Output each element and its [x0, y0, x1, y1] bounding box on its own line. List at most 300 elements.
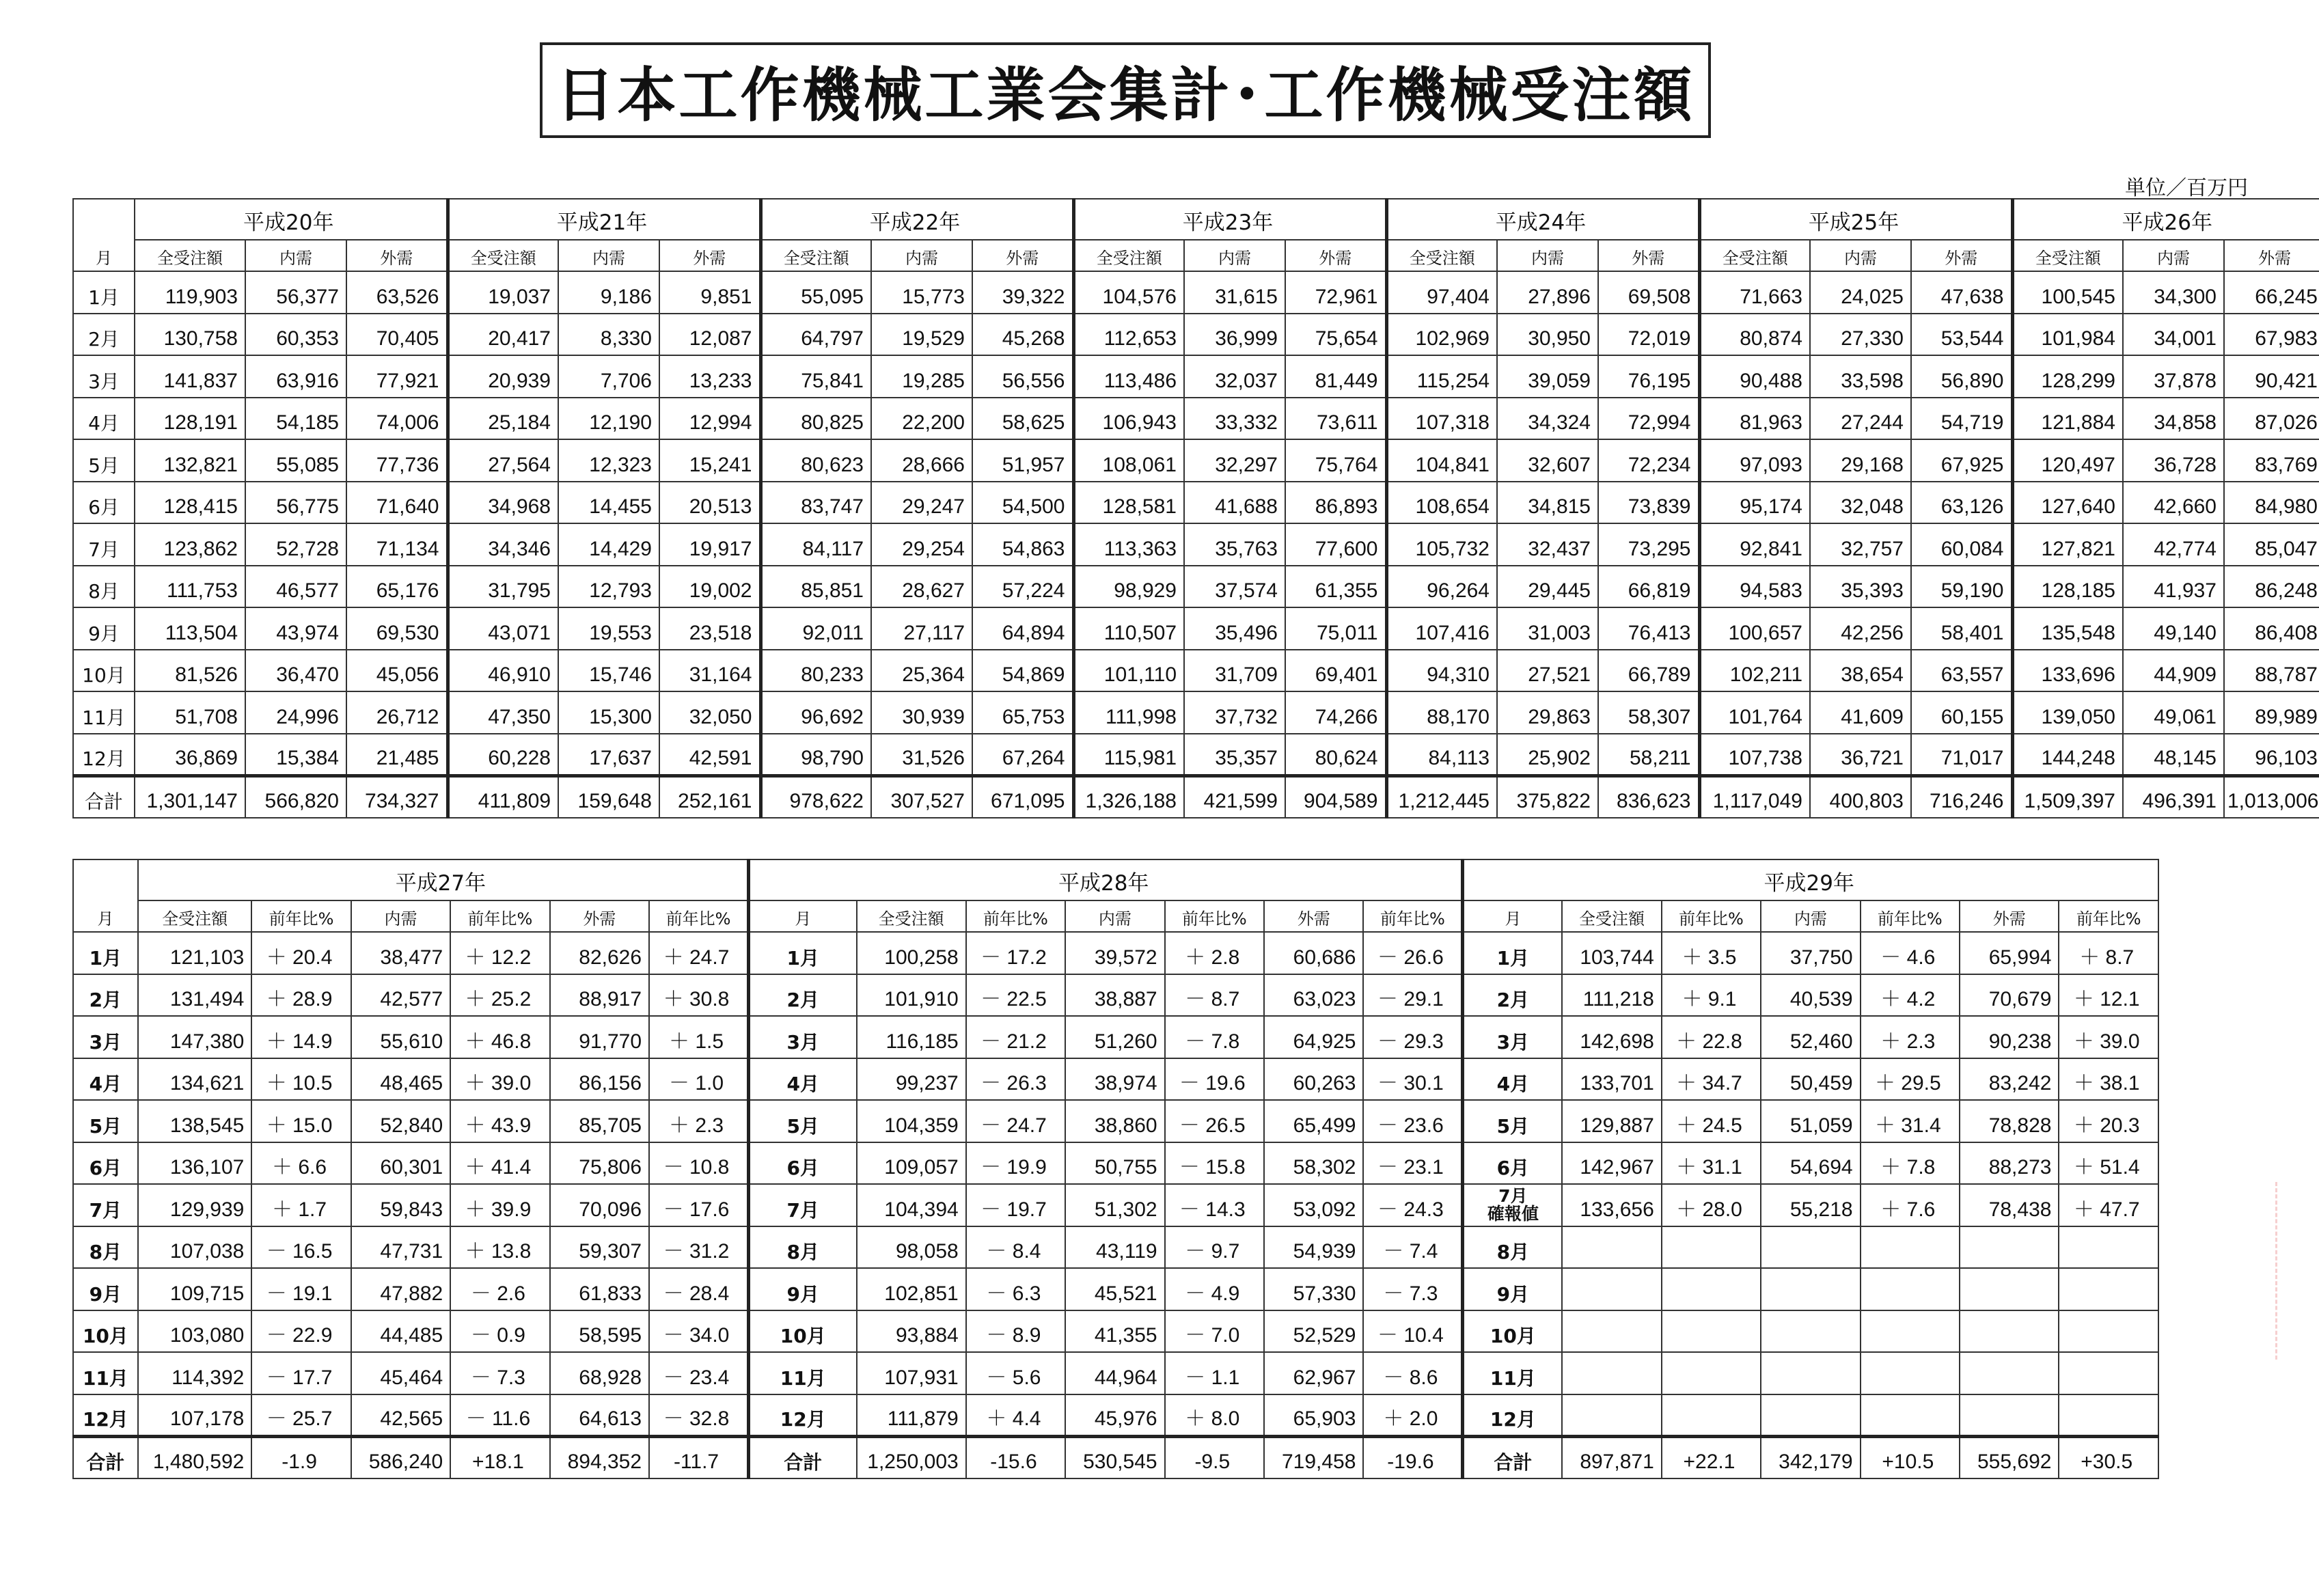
- value-cell: 93,884: [857, 1310, 966, 1353]
- value-cell: 58,625: [972, 398, 1073, 440]
- unit-label: 単位／百万円: [2125, 176, 2248, 200]
- value-cell: ＋ 7.6: [1861, 1184, 1960, 1226]
- value-cell: 75,654: [1285, 314, 1386, 356]
- value-cell: 51,708: [135, 691, 245, 734]
- value-cell: 139,050: [2012, 691, 2123, 734]
- value-cell: 119,903: [135, 271, 245, 314]
- value-cell: 101,984: [2012, 314, 2123, 356]
- column-header: 外需: [1264, 900, 1363, 932]
- value-cell: 54,694: [1761, 1142, 1860, 1185]
- month-label: 11月: [73, 691, 135, 734]
- value-cell: 36,728: [2123, 439, 2224, 482]
- value-cell: 42,256: [1810, 607, 1911, 650]
- column-header: 内需: [1497, 240, 1598, 271]
- value-cell: 32,050: [659, 691, 760, 734]
- value-cell: 25,184: [448, 398, 558, 440]
- value-cell: 1,326,188: [1073, 775, 1184, 818]
- year-header: 平成23年: [1073, 199, 1386, 240]
- value-cell: 144,248: [2012, 734, 2123, 776]
- value-cell: 82,626: [550, 932, 649, 974]
- month-label: 9月: [1463, 1268, 1562, 1310]
- value-cell: 8,330: [558, 314, 659, 356]
- value-cell: 555,692: [1960, 1436, 2059, 1478]
- value-cell: － 7.3: [450, 1352, 549, 1394]
- value-cell: 46,910: [448, 650, 558, 692]
- value-cell: [1761, 1310, 1860, 1353]
- value-cell: 80,624: [1285, 734, 1386, 776]
- value-cell: 29,254: [871, 523, 972, 566]
- value-cell: － 32.8: [649, 1394, 748, 1437]
- value-cell: － 17.7: [251, 1352, 351, 1394]
- table-row: [73, 1058, 2158, 1101]
- value-cell: ＋ 2.8: [1165, 932, 1264, 974]
- value-cell: 52,728: [245, 523, 346, 566]
- value-cell: 107,178: [138, 1394, 252, 1437]
- value-cell: 29,247: [871, 482, 972, 524]
- column-header: 全受注額: [1699, 240, 1810, 271]
- value-cell: 22,200: [871, 398, 972, 440]
- value-cell: 80,874: [1699, 314, 1810, 356]
- month-label: 4月: [1463, 1058, 1562, 1101]
- month-label: 合計: [1463, 1436, 1562, 1478]
- column-header: 全受注額: [1386, 240, 1497, 271]
- column-header: 全受注額: [1073, 240, 1184, 271]
- table-row: [73, 566, 2319, 608]
- value-cell: 38,654: [1810, 650, 1911, 692]
- value-cell: 103,080: [138, 1310, 252, 1353]
- table-row: [73, 691, 2319, 734]
- value-cell: 104,359: [857, 1100, 966, 1142]
- value-cell: － 22.5: [966, 974, 1065, 1017]
- value-cell: 59,843: [351, 1184, 450, 1226]
- value-cell: 58,302: [1264, 1142, 1363, 1185]
- value-cell: 73,295: [1598, 523, 1699, 566]
- column-header: 前年比%: [1165, 900, 1264, 932]
- value-cell: ＋ 14.9: [251, 1016, 351, 1058]
- value-cell: 55,095: [760, 271, 871, 314]
- column-header: 全受注額: [857, 900, 966, 932]
- value-cell: 73,611: [1285, 398, 1386, 440]
- table-row: [73, 1184, 2158, 1226]
- value-cell: － 6.3: [966, 1268, 1065, 1310]
- value-cell: 19,529: [871, 314, 972, 356]
- value-cell: 12,994: [659, 398, 760, 440]
- month-label: 8月: [1463, 1226, 1562, 1269]
- month-label: 4月: [73, 398, 135, 440]
- value-cell: 12,087: [659, 314, 760, 356]
- table-row: [73, 314, 2319, 356]
- column-header: 内需: [245, 240, 346, 271]
- value-cell: － 8.4: [966, 1226, 1065, 1269]
- column-header: 前年比%: [251, 900, 351, 932]
- value-cell: 65,903: [1264, 1394, 1363, 1437]
- value-cell: 59,307: [550, 1226, 649, 1269]
- value-cell: － 26.6: [1363, 932, 1463, 974]
- table-row: [73, 439, 2319, 482]
- month-label: 2月: [73, 974, 138, 1017]
- value-cell: 66,819: [1598, 566, 1699, 608]
- value-cell: 88,273: [1960, 1142, 2059, 1185]
- column-header: 外需: [972, 240, 1073, 271]
- table-row: [73, 650, 2319, 692]
- value-cell: [1662, 1352, 1761, 1394]
- table-row: [73, 398, 2319, 440]
- value-cell: － 8.7: [1165, 974, 1264, 1017]
- value-cell: 134,621: [138, 1058, 252, 1101]
- year-header: 平成28年: [749, 859, 1463, 900]
- value-cell: ＋ 24.5: [1662, 1100, 1761, 1142]
- value-cell: 34,968: [448, 482, 558, 524]
- value-cell: 26,712: [346, 691, 448, 734]
- value-cell: 62,967: [1264, 1352, 1363, 1394]
- value-cell: 67,983: [2224, 314, 2319, 356]
- value-cell: 115,254: [1386, 355, 1497, 398]
- value-cell: 43,071: [448, 607, 558, 650]
- value-cell: 121,884: [2012, 398, 2123, 440]
- value-cell: 36,999: [1184, 314, 1285, 356]
- value-cell: 96,692: [760, 691, 871, 734]
- value-cell: 48,145: [2123, 734, 2224, 776]
- value-cell: 72,019: [1598, 314, 1699, 356]
- value-cell: 76,195: [1598, 355, 1699, 398]
- month-label: 9月: [73, 607, 135, 650]
- table-row: [73, 734, 2319, 776]
- value-cell: 33,598: [1810, 355, 1911, 398]
- column-header: 外需: [1285, 240, 1386, 271]
- value-cell: 15,300: [558, 691, 659, 734]
- value-cell: 28,627: [871, 566, 972, 608]
- value-cell: 111,998: [1073, 691, 1184, 734]
- column-header: 外需: [550, 900, 649, 932]
- value-cell: 30,950: [1497, 314, 1598, 356]
- value-cell: 24,025: [1810, 271, 1911, 314]
- value-cell: [1761, 1352, 1860, 1394]
- value-cell: 87,026: [2224, 398, 2319, 440]
- value-cell: 68,928: [550, 1352, 649, 1394]
- value-cell: 83,747: [760, 482, 871, 524]
- value-cell: － 4.6: [1861, 932, 1960, 974]
- value-cell: 15,384: [245, 734, 346, 776]
- column-header: 前年比%: [649, 900, 748, 932]
- value-cell: 128,185: [2012, 566, 2123, 608]
- month-label: 8月: [73, 1226, 138, 1269]
- month-label: 2月: [73, 314, 135, 356]
- value-cell: 32,048: [1810, 482, 1911, 524]
- value-cell: 671,095: [972, 775, 1073, 818]
- value-cell: 38,477: [351, 932, 450, 974]
- value-cell: 47,350: [448, 691, 558, 734]
- value-cell: － 7.4: [1363, 1226, 1463, 1269]
- value-cell: ＋ 9.1: [1662, 974, 1761, 1017]
- value-cell: ＋ 31.4: [1861, 1100, 1960, 1142]
- value-cell: 45,464: [351, 1352, 450, 1394]
- value-cell: 41,937: [2123, 566, 2224, 608]
- value-cell: 92,011: [760, 607, 871, 650]
- value-cell: 53,092: [1264, 1184, 1363, 1226]
- value-cell: 71,017: [1911, 734, 2012, 776]
- value-cell: 64,613: [550, 1394, 649, 1437]
- value-cell: 45,521: [1065, 1268, 1164, 1310]
- value-cell: 83,242: [1960, 1058, 2059, 1101]
- value-cell: 43,974: [245, 607, 346, 650]
- value-cell: +22.1: [1662, 1436, 1761, 1478]
- month-label: 3月: [749, 1016, 857, 1058]
- value-cell: － 19.6: [1165, 1058, 1264, 1101]
- value-cell: 342,179: [1761, 1436, 1860, 1478]
- value-cell: 77,921: [346, 355, 448, 398]
- value-cell: 51,260: [1065, 1016, 1164, 1058]
- month-header-corner: [73, 859, 138, 900]
- value-cell: 128,191: [135, 398, 245, 440]
- value-cell: 39,322: [972, 271, 1073, 314]
- value-cell: ＋ 31.1: [1662, 1142, 1761, 1185]
- month-label: 10月: [749, 1310, 857, 1353]
- column-header: 前年比%: [1861, 900, 1960, 932]
- month-label: 3月: [1463, 1016, 1562, 1058]
- value-cell: 128,415: [135, 482, 245, 524]
- value-cell: 142,698: [1562, 1016, 1661, 1058]
- month-label: 4月: [73, 1058, 138, 1101]
- value-cell: ＋ 46.8: [450, 1016, 549, 1058]
- value-cell: [1861, 1268, 1960, 1310]
- value-cell: ＋ 6.6: [251, 1142, 351, 1185]
- value-cell: 60,353: [245, 314, 346, 356]
- value-cell: 97,093: [1699, 439, 1810, 482]
- month-label: 6月: [73, 482, 135, 524]
- column-header: 全受注額: [2012, 240, 2123, 271]
- value-cell: 307,527: [871, 775, 972, 818]
- value-cell: 496,391: [2123, 775, 2224, 818]
- value-cell: 53,544: [1911, 314, 2012, 356]
- month-label: 2月: [1463, 974, 1562, 1017]
- value-cell: 98,058: [857, 1226, 966, 1269]
- value-cell: － 7.3: [1363, 1268, 1463, 1310]
- value-cell: 77,600: [1285, 523, 1386, 566]
- value-cell: 39,059: [1497, 355, 1598, 398]
- month-label: 合計: [73, 1436, 138, 1478]
- value-cell: 75,011: [1285, 607, 1386, 650]
- value-cell: 57,224: [972, 566, 1073, 608]
- value-cell: － 16.5: [251, 1226, 351, 1269]
- value-cell: 28,666: [871, 439, 972, 482]
- value-cell: － 19.7: [966, 1184, 1065, 1226]
- value-cell: 54,185: [245, 398, 346, 440]
- value-cell: 54,869: [972, 650, 1073, 692]
- value-cell: 111,753: [135, 566, 245, 608]
- value-cell: 75,806: [550, 1142, 649, 1185]
- stamp-mark: [2275, 1182, 2311, 1360]
- year-header: 平成21年: [448, 199, 760, 240]
- value-cell: 58,401: [1911, 607, 2012, 650]
- value-cell: 411,809: [448, 775, 558, 818]
- value-cell: 69,530: [346, 607, 448, 650]
- value-cell: 38,860: [1065, 1100, 1164, 1142]
- value-cell: 127,821: [2012, 523, 2123, 566]
- value-cell: 110,507: [1073, 607, 1184, 650]
- value-cell: 107,038: [138, 1226, 252, 1269]
- value-cell: 85,851: [760, 566, 871, 608]
- value-cell: － 34.0: [649, 1310, 748, 1353]
- value-cell: 51,059: [1761, 1100, 1860, 1142]
- value-cell: [1960, 1226, 2059, 1269]
- value-cell: 61,355: [1285, 566, 1386, 608]
- value-cell: ＋ 12.1: [2059, 974, 2158, 1017]
- value-cell: 42,774: [2123, 523, 2224, 566]
- table-row: [73, 1226, 2158, 1269]
- value-cell: 83,769: [2224, 439, 2319, 482]
- value-cell: 56,775: [245, 482, 346, 524]
- value-cell: ＋ 2.3: [649, 1100, 748, 1142]
- value-cell: － 31.2: [649, 1226, 748, 1269]
- value-cell: 109,057: [857, 1142, 966, 1185]
- value-cell: 9,186: [558, 271, 659, 314]
- value-cell: 84,980: [2224, 482, 2319, 524]
- value-cell: 65,499: [1264, 1100, 1363, 1142]
- value-cell: ＋ 47.7: [2059, 1184, 2158, 1226]
- value-cell: 27,896: [1497, 271, 1598, 314]
- value-cell: 37,750: [1761, 932, 1860, 974]
- value-cell: ＋ 22.8: [1662, 1016, 1761, 1058]
- value-cell: ＋ 8.7: [2059, 932, 2158, 974]
- value-cell: 19,917: [659, 523, 760, 566]
- value-cell: [1861, 1310, 1960, 1353]
- value-cell: 114,392: [138, 1352, 252, 1394]
- value-cell: -1.9: [251, 1436, 351, 1478]
- value-cell: -19.6: [1363, 1436, 1463, 1478]
- value-cell: 76,413: [1598, 607, 1699, 650]
- value-cell: 27,521: [1497, 650, 1598, 692]
- value-cell: 63,126: [1911, 482, 2012, 524]
- orders-table-h27-h29: [72, 859, 2159, 1479]
- value-cell: [1861, 1394, 1960, 1437]
- value-cell: [1662, 1226, 1761, 1269]
- value-cell: 80,233: [760, 650, 871, 692]
- value-cell: 133,696: [2012, 650, 2123, 692]
- value-cell: 34,346: [448, 523, 558, 566]
- value-cell: 59,190: [1911, 566, 2012, 608]
- value-cell: 70,679: [1960, 974, 2059, 1017]
- value-cell: 102,851: [857, 1268, 966, 1310]
- month-label: 10月: [73, 1310, 138, 1353]
- value-cell: 19,037: [448, 271, 558, 314]
- column-header: 外需: [2224, 240, 2319, 271]
- month-label: 7月: [749, 1184, 857, 1226]
- value-cell: 120,497: [2012, 439, 2123, 482]
- value-cell: 55,085: [245, 439, 346, 482]
- value-cell: 12,323: [558, 439, 659, 482]
- value-cell: 25,902: [1497, 734, 1598, 776]
- value-cell: 123,862: [135, 523, 245, 566]
- value-cell: 105,732: [1386, 523, 1497, 566]
- value-cell: 51,302: [1065, 1184, 1164, 1226]
- value-cell: 54,863: [972, 523, 1073, 566]
- value-cell: ＋ 28.0: [1662, 1184, 1761, 1226]
- value-cell: 63,526: [346, 271, 448, 314]
- value-cell: 80,623: [760, 439, 871, 482]
- value-cell: 45,268: [972, 314, 1073, 356]
- year-header: 平成24年: [1386, 199, 1699, 240]
- table-row: [73, 1100, 2158, 1142]
- value-cell: 400,803: [1810, 775, 1911, 818]
- value-cell: 86,156: [550, 1058, 649, 1101]
- value-cell: ＋ 12.2: [450, 932, 549, 974]
- month-label: 10月: [1463, 1310, 1562, 1353]
- month-column-header: 月: [749, 900, 857, 932]
- value-cell: 39,572: [1065, 932, 1164, 974]
- month-label: 6月: [73, 1142, 138, 1185]
- value-cell: 159,648: [558, 775, 659, 818]
- value-cell: 47,731: [351, 1226, 450, 1269]
- month-column-header: 月: [73, 900, 138, 932]
- month-label: 1月: [749, 932, 857, 974]
- column-header: 外需: [1598, 240, 1699, 271]
- value-cell: 36,721: [1810, 734, 1911, 776]
- value-cell: [1562, 1226, 1661, 1269]
- table-row: [73, 271, 2319, 314]
- value-cell: 64,925: [1264, 1016, 1363, 1058]
- value-cell: 375,822: [1497, 775, 1598, 818]
- value-cell: 90,238: [1960, 1016, 2059, 1058]
- value-cell: 128,581: [1073, 482, 1184, 524]
- value-cell: ＋ 2.3: [1861, 1016, 1960, 1058]
- value-cell: 64,894: [972, 607, 1073, 650]
- value-cell: 108,654: [1386, 482, 1497, 524]
- month-label: 11月: [749, 1352, 857, 1394]
- value-cell: 88,787: [2224, 650, 2319, 692]
- value-cell: 586,240: [351, 1436, 450, 1478]
- value-cell: 67,264: [972, 734, 1073, 776]
- value-cell: 566,820: [245, 775, 346, 818]
- value-cell: 421,599: [1184, 775, 1285, 818]
- value-cell: ＋ 30.8: [649, 974, 748, 1017]
- value-cell: [1861, 1352, 1960, 1394]
- value-cell: 85,047: [2224, 523, 2319, 566]
- table-row: [73, 355, 2319, 398]
- value-cell: 32,437: [1497, 523, 1598, 566]
- value-cell: 72,234: [1598, 439, 1699, 482]
- value-cell: 35,357: [1184, 734, 1285, 776]
- value-cell: [1960, 1352, 2059, 1394]
- value-cell: 19,285: [871, 355, 972, 398]
- value-cell: 113,363: [1073, 523, 1184, 566]
- value-cell: 1,480,592: [138, 1436, 252, 1478]
- value-cell: 147,380: [138, 1016, 252, 1058]
- value-cell: 84,117: [760, 523, 871, 566]
- value-cell: 34,001: [2123, 314, 2224, 356]
- column-header: 内需: [558, 240, 659, 271]
- value-cell: － 24.7: [966, 1100, 1065, 1142]
- year-header: 平成26年: [2012, 199, 2319, 240]
- month-column-header: 月: [73, 240, 135, 271]
- value-cell: [2059, 1226, 2158, 1269]
- value-cell: 15,773: [871, 271, 972, 314]
- value-cell: 106,943: [1073, 398, 1184, 440]
- value-cell: 36,869: [135, 734, 245, 776]
- value-cell: [1960, 1310, 2059, 1353]
- value-cell: － 11.6: [450, 1394, 549, 1437]
- value-cell: － 24.3: [1363, 1184, 1463, 1226]
- value-cell: ＋ 28.9: [251, 974, 351, 1017]
- value-cell: 14,429: [558, 523, 659, 566]
- month-label: 12月: [749, 1394, 857, 1437]
- table-row: [73, 974, 2158, 1017]
- value-cell: 63,023: [1264, 974, 1363, 1017]
- value-cell: 131,494: [138, 974, 252, 1017]
- value-cell: ＋ 38.1: [2059, 1058, 2158, 1101]
- value-cell: 86,893: [1285, 482, 1386, 524]
- value-cell: -9.5: [1165, 1436, 1264, 1478]
- value-cell: 74,266: [1285, 691, 1386, 734]
